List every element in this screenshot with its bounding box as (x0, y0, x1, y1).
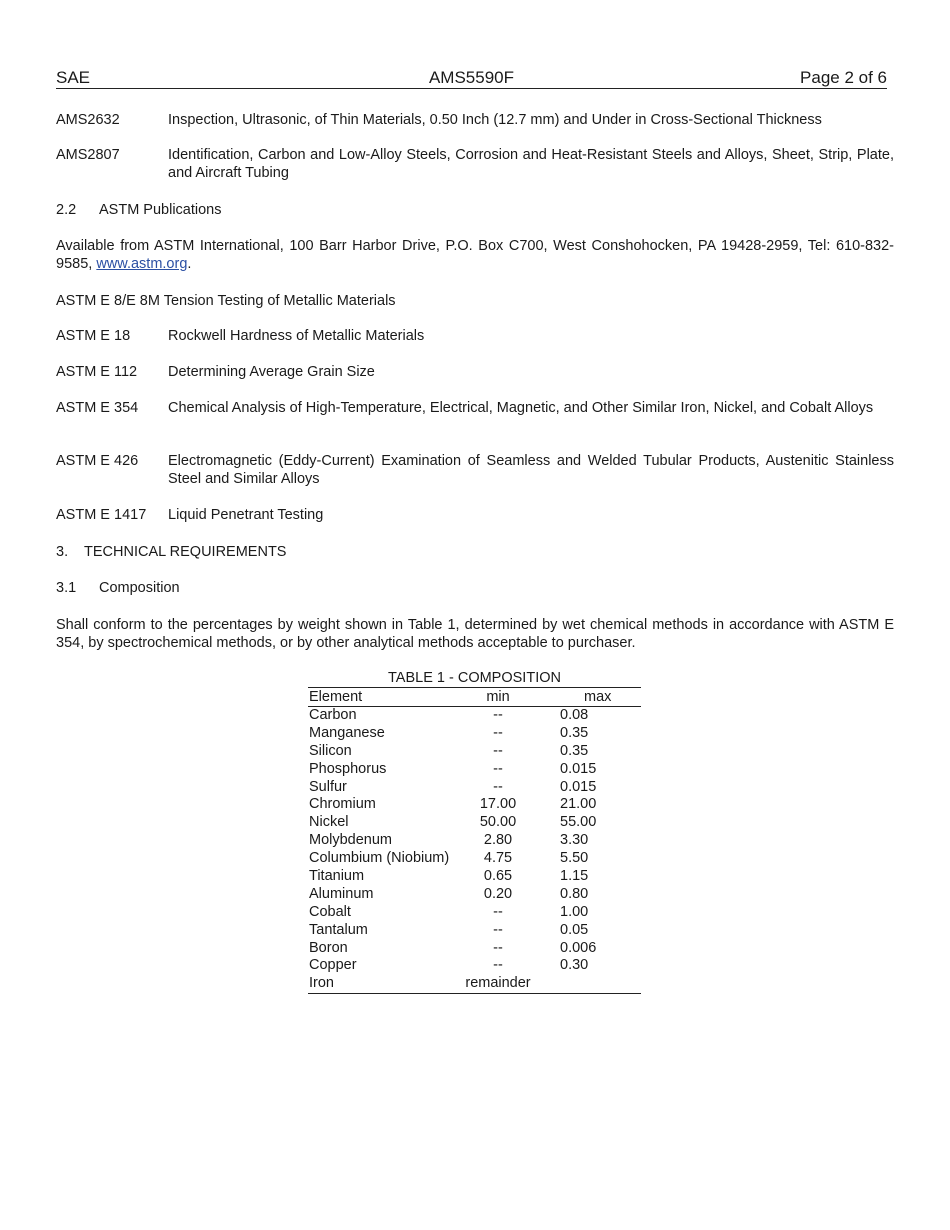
min-cell: 0.20 (483, 885, 513, 902)
min-cell: 0.65 (483, 868, 513, 885)
max-cell: 0.80 (560, 885, 589, 902)
table-row (308, 832, 641, 850)
min-cell: 17.00 (479, 796, 517, 813)
reference-code: ASTM E 112 (56, 364, 138, 380)
element-cell: Aluminum (309, 885, 374, 902)
header-page-number: Page 2 of 6 (800, 68, 887, 87)
max-cell: 0.30 (560, 957, 589, 974)
reference-entry (56, 146, 894, 182)
composition-paragraph: Shall conform to the percentages by weight shown in Table 1, determined by wet chemical methods in accordance with ASTM E 354, by spectrochemical methods, or by other analytical methods acceptable to purchaser. (56, 617, 894, 651)
min-cell: remainder (465, 975, 531, 992)
header-org: SAE (56, 68, 91, 87)
reference-entry (56, 452, 894, 488)
section-heading-3-1 (56, 579, 180, 597)
min-cell: -- (493, 760, 503, 777)
reference-code: ASTM E 354 (56, 400, 139, 416)
header-doc-number: AMS5590F (428, 68, 515, 87)
min-cell: -- (493, 724, 503, 741)
table-row (308, 814, 641, 832)
reference-description: Liquid Penetrant Testing (168, 507, 324, 523)
section-number: 3.1 (56, 580, 77, 596)
section-title: ASTM Publications (99, 202, 222, 218)
reference-description: Rockwell Hardness of Metallic Materials (168, 328, 425, 344)
header-min: min (486, 689, 510, 705)
page-header (56, 68, 887, 89)
element-cell: Manganese (309, 724, 385, 741)
table-row (308, 796, 641, 814)
table-row (308, 904, 641, 922)
reference-entry (56, 111, 894, 129)
element-cell: Columbium (Niobium) (309, 850, 450, 867)
reference-entry (56, 399, 894, 417)
table-title: TABLE 1 - COMPOSITION (388, 670, 561, 686)
table-row (308, 940, 641, 958)
min-cell: -- (493, 957, 503, 974)
max-cell: 0.05 (560, 921, 589, 938)
astm-e8-reference: ASTM E 8/E 8M Tension Testing of Metallic Materials (56, 293, 396, 309)
astm-availability-paragraph (56, 237, 894, 273)
element-cell: Copper (309, 957, 357, 974)
table-header-row (308, 688, 641, 707)
min-cell: -- (493, 707, 503, 723)
element-cell: Molybdenum (309, 832, 393, 849)
astm-website-link[interactable]: www.astm.org (96, 256, 188, 272)
min-cell: -- (493, 903, 503, 920)
element-cell: Iron (309, 975, 334, 992)
element-cell: Carbon (309, 707, 357, 723)
section-title: TECHNICAL REQUIREMENTS (84, 544, 287, 560)
table-row (308, 975, 641, 993)
header-element: Element (309, 689, 363, 705)
reference-description: Determining Average Grain Size (168, 364, 375, 380)
max-cell: 0.35 (560, 724, 589, 741)
element-cell: Chromium (309, 796, 376, 813)
element-cell: Cobalt (309, 903, 351, 920)
table-row (308, 868, 641, 886)
max-cell: 0.006 (560, 939, 597, 956)
reference-entry (56, 363, 894, 381)
reference-description: Identification, Carbon and Low-Alloy Steels, Corrosion and Heat-Resistant Steels and Alloys, Sheet, Strip, Plate, and Aircraft Tubing (168, 147, 894, 181)
table-row (308, 850, 641, 868)
table-row (308, 761, 641, 779)
table-row (308, 707, 641, 725)
min-cell: -- (493, 921, 503, 938)
element-cell: Phosphorus (309, 760, 387, 777)
reference-description: Chemical Analysis of High-Temperature, Electrical, Magnetic, and Other Similar Iron, Nickel, and Cobalt Alloys (168, 400, 874, 416)
table-row (308, 886, 641, 904)
table-row (308, 743, 641, 761)
astm-address-text: Available from ASTM International, 100 Barr Harbor Drive, P.O. Box C700, West Conshohocken, PA 19428-2959, Tel: 610-832-9585, (56, 238, 894, 272)
section-title: Composition (99, 580, 180, 596)
reference-description: Electromagnetic (Eddy-Current) Examination of Seamless and Welded Tubular Products, Austenitic Stainless Steel and Similar Alloys (168, 453, 894, 487)
min-cell: 4.75 (483, 850, 513, 867)
max-cell: 1.15 (560, 868, 589, 885)
table-row (308, 922, 641, 940)
element-cell: Tantalum (309, 921, 368, 938)
section-heading-3 (56, 543, 286, 561)
reference-entry (56, 327, 894, 345)
max-cell: 0.015 (560, 778, 597, 795)
reference-code: AMS2632 (56, 112, 120, 128)
max-cell: 0.08 (560, 707, 589, 723)
max-cell: 3.30 (560, 832, 589, 849)
reference-code: ASTM E 1417 (56, 507, 147, 523)
section-number: 3. (56, 544, 69, 560)
reference-description: Inspection, Ultrasonic, of Thin Materials, 0.50 Inch (12.7 mm) and Under in Cross-Sectional Thickness (168, 112, 822, 128)
header-max: max (584, 689, 612, 705)
element-cell: Sulfur (309, 778, 347, 795)
max-cell: 21.00 (560, 796, 597, 813)
reference-code: AMS2807 (56, 147, 120, 163)
element-cell: Silicon (309, 742, 352, 759)
min-cell: 2.80 (483, 832, 513, 849)
reference-entry (56, 506, 894, 524)
element-cell: Boron (309, 939, 348, 956)
max-cell: 1.00 (560, 903, 589, 920)
table-row (308, 725, 641, 743)
section-number: 2.2 (56, 202, 77, 218)
reference-code: ASTM E 426 (56, 453, 139, 469)
table-row (308, 779, 641, 797)
max-cell: 5.50 (560, 850, 589, 867)
table-row (308, 957, 641, 975)
element-cell: Titanium (309, 868, 365, 885)
element-cell: Nickel (309, 814, 349, 831)
max-cell: 0.015 (560, 760, 597, 777)
min-cell: -- (493, 742, 503, 759)
reference-code: ASTM E 18 (56, 328, 131, 344)
composition-table (308, 687, 641, 994)
min-cell: 50.00 (479, 814, 517, 831)
section-heading-2-2 (56, 201, 222, 219)
max-cell: 55.00 (560, 814, 597, 831)
max-cell: 0.35 (560, 742, 589, 759)
table-body (308, 707, 641, 993)
min-cell: -- (493, 939, 503, 956)
min-cell: -- (493, 778, 503, 795)
astm-address-end: . (187, 256, 192, 272)
